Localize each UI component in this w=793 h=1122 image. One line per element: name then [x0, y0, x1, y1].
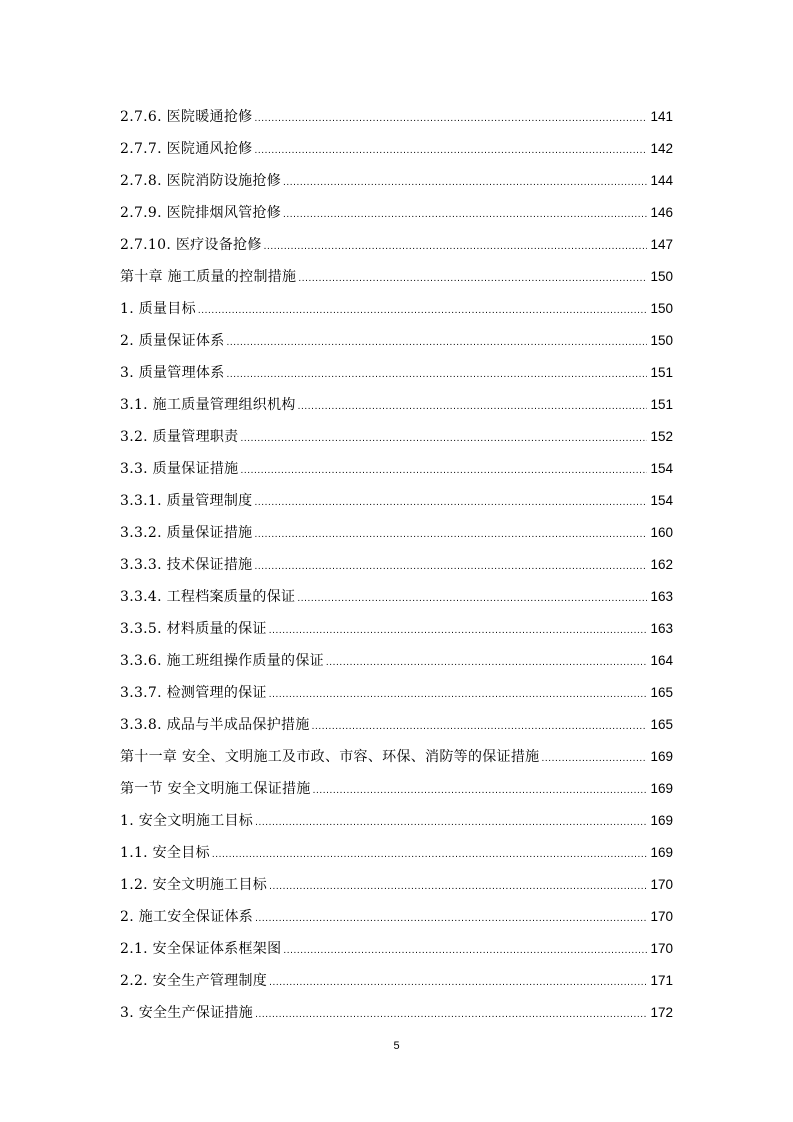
toc-entry[interactable]	[120, 104, 673, 136]
toc-entry-page: 144	[650, 173, 673, 188]
table-of-contents	[120, 104, 673, 1032]
toc-dot-leader	[269, 874, 647, 900]
toc-entry[interactable]	[120, 680, 673, 712]
toc-dot-leader	[255, 1002, 647, 1028]
toc-entry-title: 2.7.7. 医院通风抢修	[120, 141, 253, 157]
toc-entry-page: 164	[650, 653, 673, 668]
toc-entry-title: 2.7.6. 医院暖通抢修	[120, 109, 253, 125]
toc-entry-page: 150	[650, 301, 673, 316]
toc-entry[interactable]	[120, 936, 673, 968]
page-number: 5	[393, 1040, 400, 1052]
toc-entry-page: 171	[650, 973, 673, 988]
toc-entry-title: 2.1. 安全保证体系框架图	[120, 941, 282, 957]
toc-dot-leader	[254, 554, 647, 580]
toc-dot-leader	[269, 682, 648, 708]
toc-entry-page: 170	[650, 909, 673, 924]
toc-entry-page: 172	[650, 1005, 673, 1020]
toc-entry[interactable]	[120, 520, 673, 552]
toc-entry-title: 3.3.8. 成品与半成品保护措施	[120, 717, 310, 733]
toc-dot-leader	[297, 586, 647, 612]
toc-entry[interactable]	[120, 456, 673, 488]
toc-entry-page: 163	[650, 589, 673, 604]
toc-entry[interactable]	[120, 424, 673, 456]
toc-dot-leader	[283, 170, 647, 196]
toc-dot-leader	[227, 330, 648, 356]
toc-entry-page: 162	[650, 557, 673, 572]
toc-entry-page: 170	[650, 941, 673, 956]
toc-entry-page: 160	[650, 525, 673, 540]
toc-entry[interactable]	[120, 200, 673, 232]
toc-entry[interactable]	[120, 776, 673, 808]
toc-entry-title: 2.7.9. 医院排烟风管抢修	[120, 205, 282, 221]
toc-entry-title: 2.7.10. 医疗设备抢修	[120, 237, 262, 253]
toc-entry-title: 1. 安全文明施工目标	[120, 813, 254, 829]
toc-dot-leader	[264, 234, 648, 260]
toc-dot-leader	[283, 202, 647, 228]
toc-dot-leader	[541, 746, 647, 772]
toc-dot-leader	[254, 106, 647, 132]
toc-entry-page: 141	[650, 109, 673, 124]
toc-entry[interactable]	[120, 328, 673, 360]
toc-entry-title: 3.3.7. 检测管理的保证	[120, 685, 267, 701]
toc-entry-page: 151	[650, 365, 673, 380]
toc-dot-leader	[254, 138, 647, 164]
toc-dot-leader	[254, 522, 647, 548]
toc-entry[interactable]	[120, 296, 673, 328]
toc-entry-page: 142	[650, 141, 673, 156]
toc-entry-page: 169	[650, 781, 673, 796]
toc-entry[interactable]	[120, 232, 673, 264]
toc-entry[interactable]	[120, 584, 673, 616]
toc-entry[interactable]	[120, 360, 673, 392]
toc-dot-leader	[298, 266, 647, 292]
toc-entry-title: 3.3. 质量保证措施	[120, 461, 239, 477]
toc-entry-page: 154	[650, 461, 673, 476]
toc-entry-page: 152	[650, 429, 673, 444]
toc-entry-page: 170	[650, 877, 673, 892]
toc-dot-leader	[212, 842, 648, 868]
toc-entry[interactable]	[120, 136, 673, 168]
toc-entry[interactable]	[120, 392, 673, 424]
toc-entry[interactable]	[120, 840, 673, 872]
toc-dot-leader	[326, 650, 648, 676]
toc-entry-title: 2. 施工安全保证体系	[120, 909, 254, 925]
toc-entry-page: 146	[650, 205, 673, 220]
toc-entry[interactable]	[120, 1000, 673, 1032]
toc-entry-page: 165	[650, 685, 673, 700]
toc-entry[interactable]	[120, 648, 673, 680]
toc-entry[interactable]	[120, 872, 673, 904]
toc-entry[interactable]	[120, 552, 673, 584]
toc-dot-leader	[312, 714, 648, 740]
toc-dot-leader	[227, 362, 648, 388]
toc-entry[interactable]	[120, 968, 673, 1000]
toc-dot-leader	[254, 490, 647, 516]
toc-entry[interactable]	[120, 264, 673, 296]
toc-entry-title: 2. 质量保证体系	[120, 333, 225, 349]
toc-entry[interactable]	[120, 168, 673, 200]
toc-entry-title: 第十章 施工质量的控制措施	[120, 269, 297, 285]
toc-dot-leader	[313, 778, 648, 804]
toc-entry-title: 第一节 安全文明施工保证措施	[120, 781, 311, 797]
toc-dot-leader	[269, 970, 647, 996]
toc-entry-page: 169	[650, 845, 673, 860]
toc-entry-title: 3.3.6. 施工班组操作质量的保证	[120, 653, 324, 669]
toc-entry[interactable]	[120, 808, 673, 840]
toc-entry[interactable]	[120, 904, 673, 936]
toc-entry-title: 3.2. 质量管理职责	[120, 429, 239, 445]
toc-entry-title: 3. 安全生产保证措施	[120, 1005, 254, 1021]
toc-entry-page: 169	[650, 749, 673, 764]
toc-entry-title: 3. 质量管理体系	[120, 365, 225, 381]
toc-entry[interactable]	[120, 744, 673, 776]
toc-dot-leader	[240, 426, 647, 452]
toc-entry-page: 150	[650, 269, 673, 284]
toc-entry-title: 2.7.8. 医院消防设施抢修	[120, 173, 282, 189]
toc-entry-title: 1. 质量目标	[120, 301, 196, 317]
toc-entry-title: 3.3.4. 工程档案质量的保证	[120, 589, 296, 605]
toc-dot-leader	[198, 298, 648, 324]
toc-entry-page: 169	[650, 813, 673, 828]
toc-entry-page: 150	[650, 333, 673, 348]
toc-entry-title: 3.3.2. 质量保证措施	[120, 525, 253, 541]
toc-entry-title: 1.1. 安全目标	[120, 845, 210, 861]
toc-entry[interactable]	[120, 488, 673, 520]
toc-entry-page: 154	[650, 493, 673, 508]
toc-entry-page: 147	[650, 237, 673, 252]
toc-entry[interactable]	[120, 616, 673, 648]
toc-entry[interactable]	[120, 712, 673, 744]
toc-dot-leader	[283, 938, 647, 964]
toc-dot-leader	[255, 810, 647, 836]
toc-entry-title: 3.1. 施工质量管理组织机构	[120, 397, 296, 413]
toc-entry-title: 1.2. 安全文明施工目标	[120, 877, 268, 893]
toc-dot-leader	[269, 618, 648, 644]
toc-entry-title: 3.3.1. 质量管理制度	[120, 493, 253, 509]
toc-entry-title: 2.2. 安全生产管理制度	[120, 973, 268, 989]
toc-entry-page: 165	[650, 717, 673, 732]
toc-entry-page: 151	[650, 397, 673, 412]
toc-dot-leader	[240, 458, 647, 484]
toc-entry-title: 3.3.3. 技术保证措施	[120, 557, 253, 573]
toc-dot-leader	[255, 906, 647, 932]
toc-entry-title: 3.3.5. 材料质量的保证	[120, 621, 267, 637]
toc-entry-page: 163	[650, 621, 673, 636]
toc-dot-leader	[298, 394, 648, 420]
toc-entry-title: 第十一章 安全、文明施工及市政、市容、环保、消防等的保证措施	[120, 749, 540, 765]
